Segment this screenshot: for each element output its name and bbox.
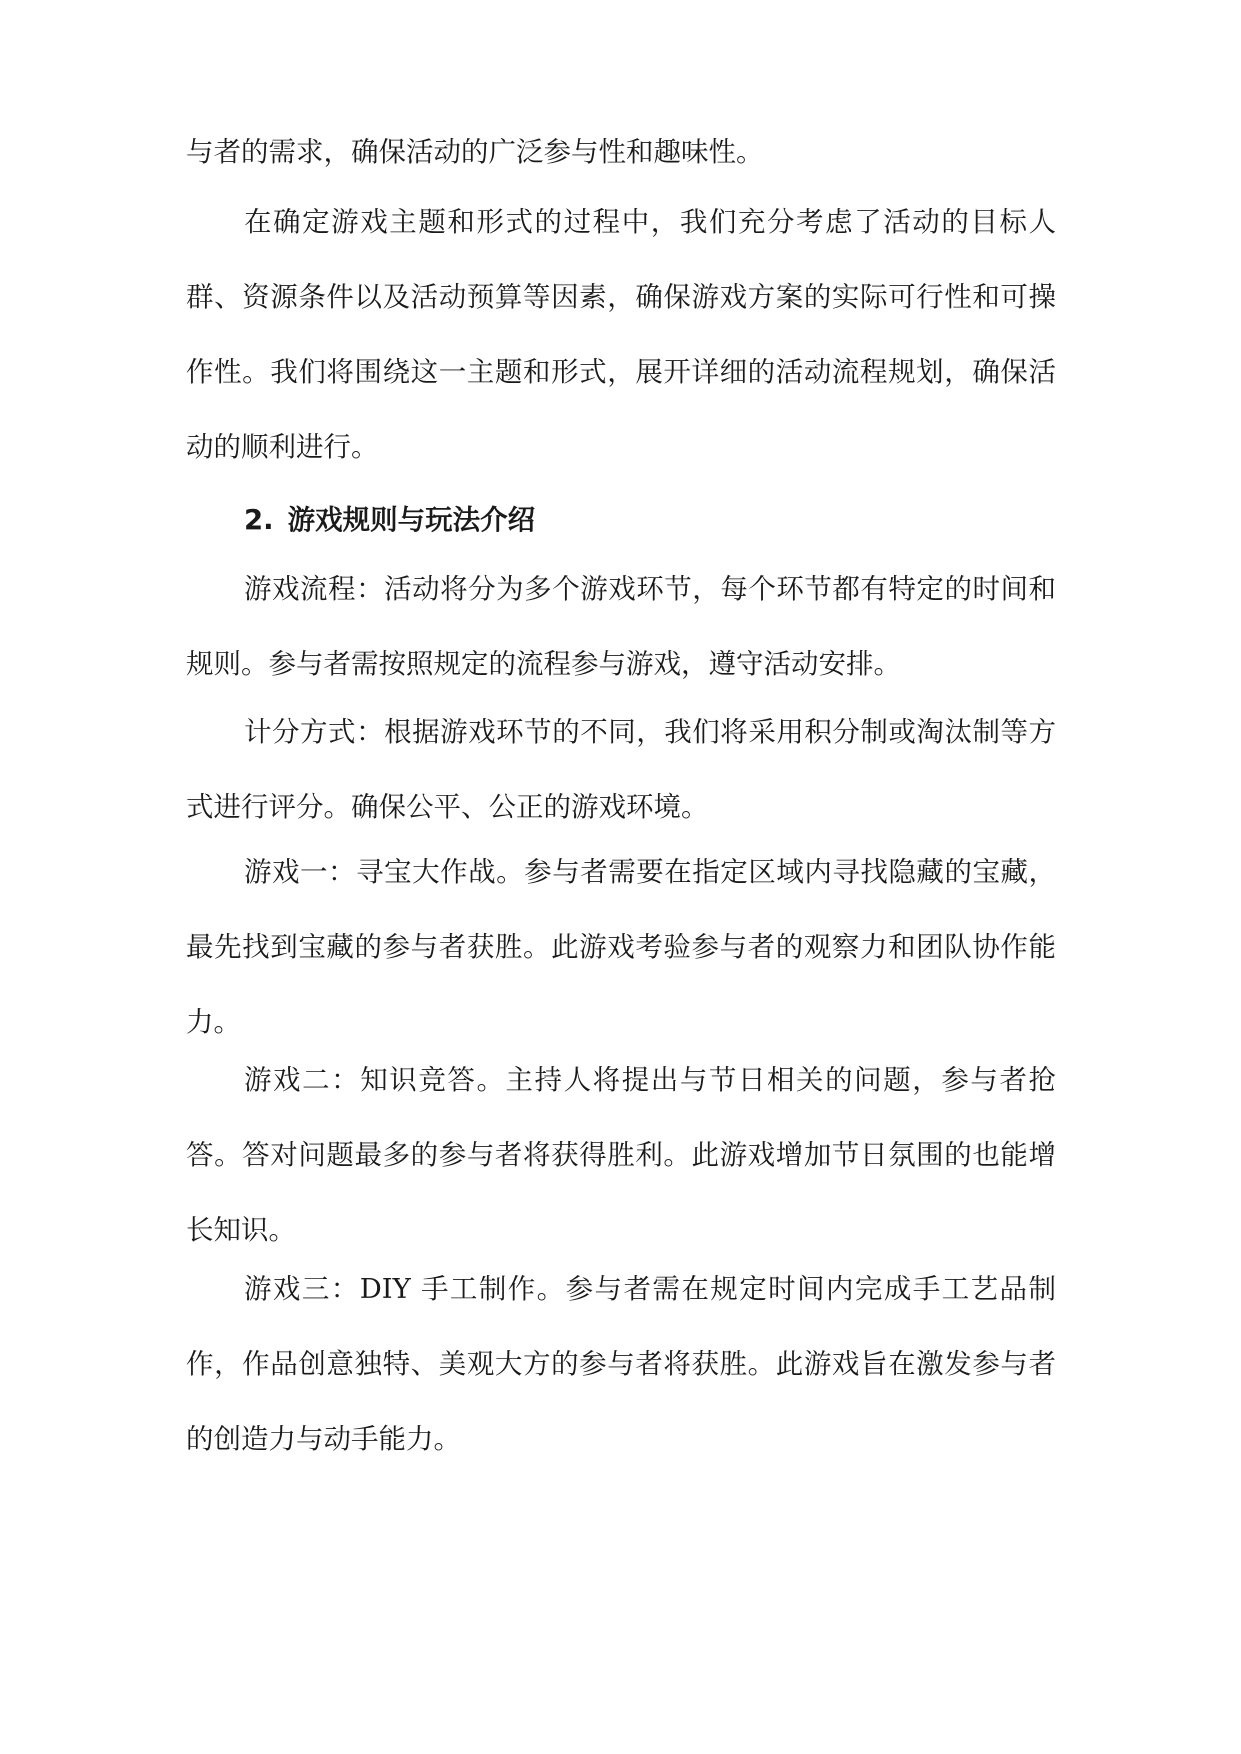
paragraph-game-one: 游戏一：寻宝大作战。参与者需要在指定区域内寻找隐藏的宝藏，最先找到宝藏的参与者获胜。此游戏考验参与者的观察力和团队协作能力。 xyxy=(186,856,1056,1038)
paragraph-scoring: 计分方式：根据游戏环节的不同，我们将采用积分制或淘汰制等方式进行评分。确保公平、公正的游戏环境。 xyxy=(186,716,1056,823)
paragraph-game-three: 游戏三：DIY 手工制作。参与者需在规定时间内完成手工艺品制作，作品创意独特、美观大方的参与者将获胜。此游戏旨在激发参与者的创造力与动手能力。 xyxy=(186,1273,1056,1455)
paragraph-theme-considerations: 在确定游戏主题和形式的过程中，我们充分考虑了活动的目标人群、资源条件以及活动预算等因素，确保游戏方案的实际可行性和可操作性。我们将围绕这一主题和形式，展开详细的活动流程规划，确保活动的顺利进行。 xyxy=(186,206,1056,463)
paragraph-game-two: 游戏二：知识竞答。主持人将提出与节日相关的问题，参与者抢答。答对问题最多的参与者将获得胜利。此游戏增加节日氛围的也能增长知识。 xyxy=(186,1064,1056,1246)
paragraph-game-flow: 游戏流程：活动将分为多个游戏环节，每个环节都有特定的时间和规则。参与者需按照规定的流程参与游戏，遵守活动安排。 xyxy=(186,573,1056,680)
paragraph-continuation: 与者的需求，确保活动的广泛参与性和趣味性。 xyxy=(186,136,764,168)
section-number: 2. xyxy=(244,504,274,536)
section-title: 游戏规则与玩法介绍 xyxy=(287,504,536,536)
section-heading xyxy=(244,483,1056,558)
